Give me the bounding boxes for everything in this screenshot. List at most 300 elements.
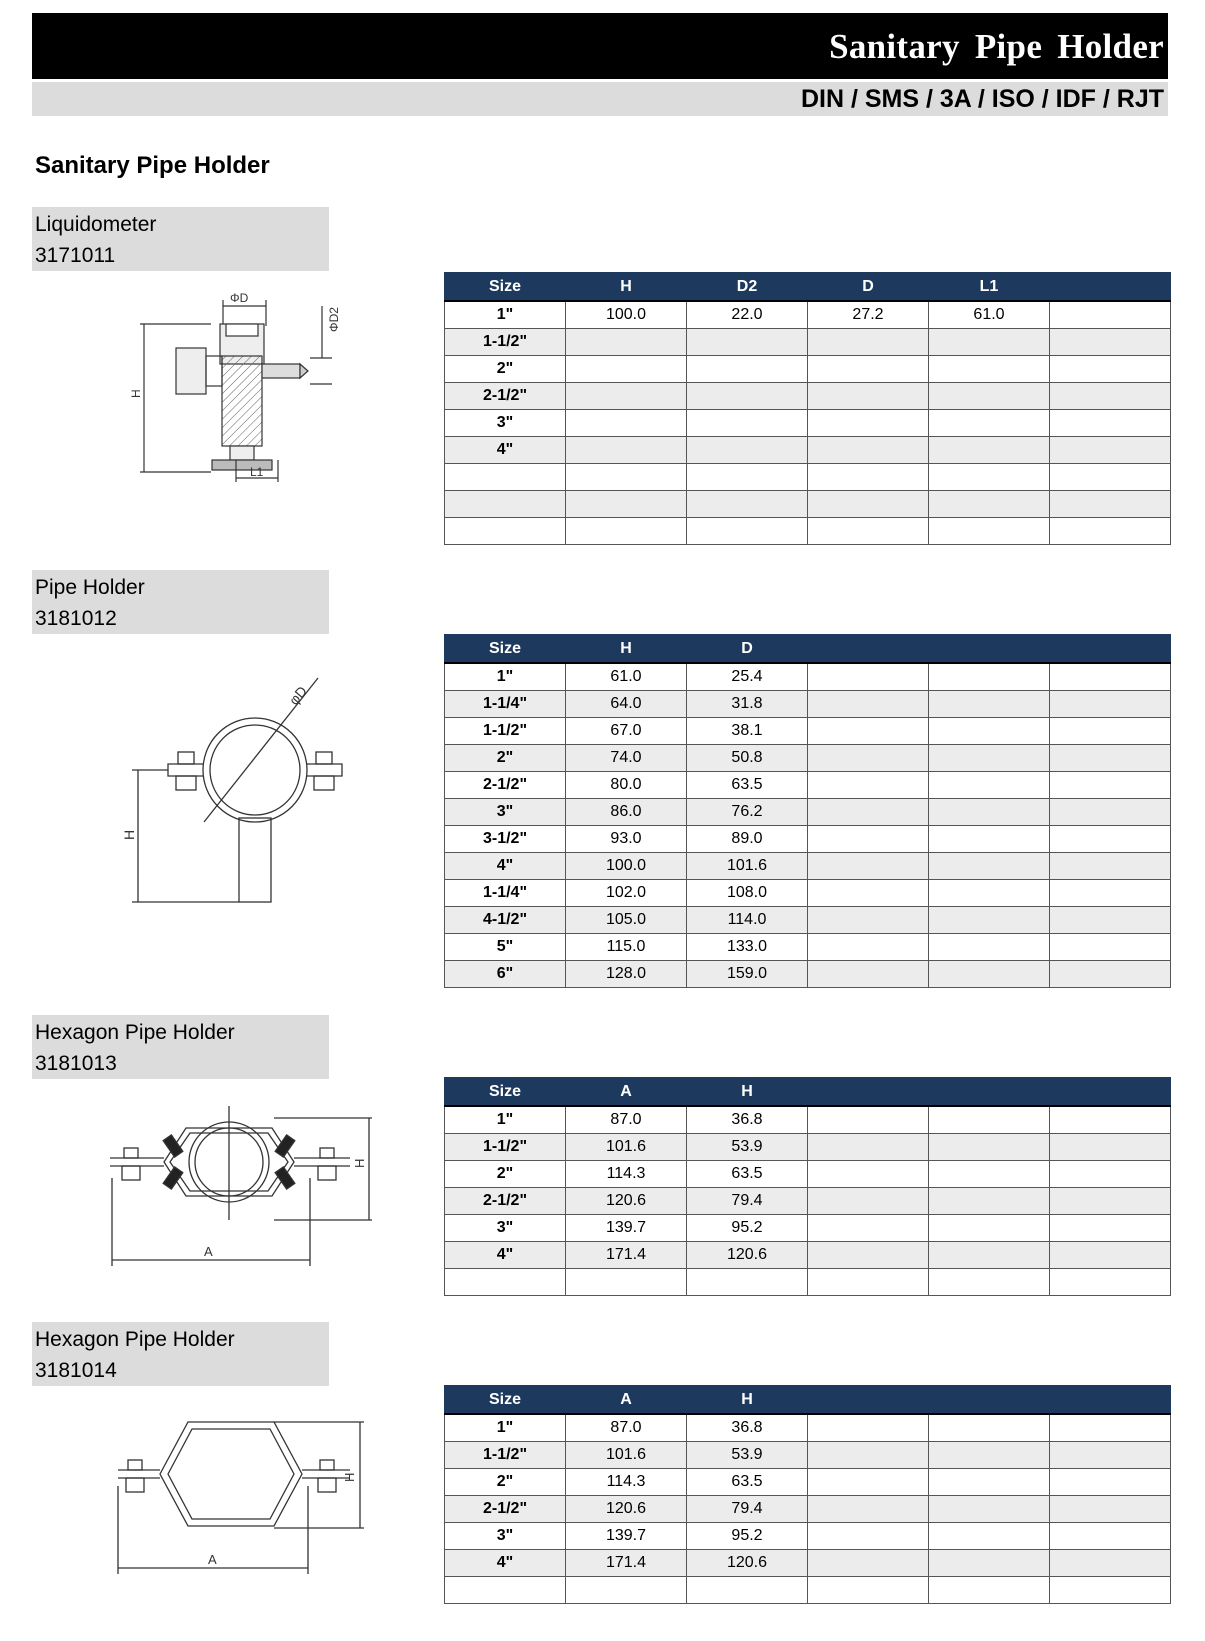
value-cell	[1050, 1550, 1171, 1577]
table-row	[445, 437, 1171, 464]
value-cell: 36.8	[687, 1414, 808, 1442]
value-cell	[1050, 356, 1171, 383]
column-header: H	[566, 635, 687, 664]
column-header: Size	[445, 1386, 566, 1415]
value-cell	[566, 329, 687, 356]
value-cell	[566, 410, 687, 437]
standards-text: DIN / SMS / 3A / ISO / IDF / RJT	[800, 85, 1164, 113]
value-cell: 89.0	[687, 826, 808, 853]
table-row	[445, 1577, 1171, 1604]
value-cell	[1050, 329, 1171, 356]
table-row	[445, 1188, 1171, 1215]
value-cell	[1050, 718, 1171, 745]
value-cell	[687, 1269, 808, 1296]
size-cell	[445, 491, 566, 518]
value-cell	[1050, 907, 1171, 934]
value-cell	[1050, 1106, 1171, 1134]
value-cell: 114.3	[566, 1161, 687, 1188]
size-cell: 2-1/2"	[445, 383, 566, 410]
value-cell	[1050, 745, 1171, 772]
header-bar	[32, 13, 1168, 79]
value-cell	[808, 1469, 929, 1496]
table-row	[445, 329, 1171, 356]
size-cell: 4"	[445, 1550, 566, 1577]
column-header	[1050, 635, 1171, 664]
product-label-pipe-holder	[32, 570, 329, 634]
value-cell	[687, 356, 808, 383]
value-cell	[929, 691, 1050, 718]
value-cell	[929, 1188, 1050, 1215]
value-cell	[929, 772, 1050, 799]
table-row	[445, 1242, 1171, 1269]
table-row	[445, 826, 1171, 853]
size-cell: 2-1/2"	[445, 1496, 566, 1523]
column-header: H	[687, 1386, 808, 1415]
value-cell	[929, 383, 1050, 410]
header-title: Sanitary Pipe Holder	[829, 27, 1164, 66]
value-cell: 63.5	[687, 772, 808, 799]
value-cell	[929, 1106, 1050, 1134]
value-cell	[1050, 1496, 1171, 1523]
value-cell	[808, 1523, 929, 1550]
size-cell: 2"	[445, 745, 566, 772]
value-cell	[808, 961, 929, 988]
value-cell	[1050, 518, 1171, 545]
column-header: A	[566, 1078, 687, 1107]
value-cell: 38.1	[687, 718, 808, 745]
value-cell	[687, 464, 808, 491]
hexagon-holder-2-drawing	[104, 1414, 374, 1594]
value-cell	[808, 464, 929, 491]
value-cell	[808, 880, 929, 907]
table-row	[445, 518, 1171, 545]
value-cell	[1050, 1269, 1171, 1296]
value-cell	[1050, 663, 1171, 691]
size-cell: 5"	[445, 934, 566, 961]
column-header: H	[566, 273, 687, 302]
table-row	[445, 1414, 1171, 1442]
size-cell: 2"	[445, 1161, 566, 1188]
size-cell: 3"	[445, 410, 566, 437]
value-cell	[808, 1188, 929, 1215]
column-header: A	[566, 1386, 687, 1415]
size-cell: 2"	[445, 356, 566, 383]
value-cell	[808, 799, 929, 826]
value-cell	[929, 1442, 1050, 1469]
value-cell: 105.0	[566, 907, 687, 934]
value-cell: 87.0	[566, 1414, 687, 1442]
size-cell: 4"	[445, 853, 566, 880]
size-cell: 1-1/2"	[445, 718, 566, 745]
value-cell: 101.6	[566, 1442, 687, 1469]
value-cell	[929, 907, 1050, 934]
size-cell: 3"	[445, 799, 566, 826]
value-cell	[929, 799, 1050, 826]
value-cell	[929, 356, 1050, 383]
size-cell: 4"	[445, 1242, 566, 1269]
dim-label-h: H	[352, 1158, 367, 1168]
dim-label-a: A	[208, 1552, 217, 1567]
value-cell: 53.9	[687, 1134, 808, 1161]
value-cell	[566, 1577, 687, 1604]
value-cell	[1050, 880, 1171, 907]
table-row	[445, 1106, 1171, 1134]
value-cell	[566, 1269, 687, 1296]
column-header	[808, 1386, 929, 1415]
value-cell: 102.0	[566, 880, 687, 907]
value-cell	[1050, 383, 1171, 410]
spec-table-hexagon-holder-1	[444, 1077, 1171, 1296]
value-cell	[1050, 853, 1171, 880]
table-row	[445, 1269, 1171, 1296]
size-cell: 1"	[445, 663, 566, 691]
value-cell: 22.0	[687, 301, 808, 329]
size-cell: 1"	[445, 1414, 566, 1442]
value-cell: 114.3	[566, 1469, 687, 1496]
value-cell	[1050, 934, 1171, 961]
value-cell	[929, 1215, 1050, 1242]
value-cell	[808, 772, 929, 799]
value-cell: 63.5	[687, 1161, 808, 1188]
value-cell	[808, 691, 929, 718]
value-cell	[1050, 1161, 1171, 1188]
column-header: L1	[929, 273, 1050, 302]
table-row	[445, 961, 1171, 988]
column-header: H	[687, 1078, 808, 1107]
value-cell: 171.4	[566, 1550, 687, 1577]
value-cell	[1050, 1442, 1171, 1469]
value-cell	[808, 410, 929, 437]
value-cell	[929, 961, 1050, 988]
value-cell	[808, 1550, 929, 1577]
value-cell: 53.9	[687, 1442, 808, 1469]
size-cell: 3-1/2"	[445, 826, 566, 853]
table-row	[445, 1134, 1171, 1161]
value-cell: 115.0	[566, 934, 687, 961]
column-header	[1050, 1386, 1171, 1415]
product-name: Hexagon Pipe Holder	[35, 1328, 235, 1351]
product-name: Liquidometer	[35, 213, 157, 236]
table-row	[445, 491, 1171, 518]
value-cell: 64.0	[566, 691, 687, 718]
value-cell: 108.0	[687, 880, 808, 907]
value-cell: 79.4	[687, 1188, 808, 1215]
value-cell	[808, 1442, 929, 1469]
value-cell	[1050, 1577, 1171, 1604]
value-cell: 61.0	[929, 301, 1050, 329]
dim-label-d: ΦD	[230, 291, 249, 305]
value-cell	[808, 1577, 929, 1604]
value-cell: 67.0	[566, 718, 687, 745]
table-row	[445, 718, 1171, 745]
value-cell	[808, 383, 929, 410]
value-cell	[929, 1550, 1050, 1577]
value-cell	[929, 1242, 1050, 1269]
size-cell: 4-1/2"	[445, 907, 566, 934]
value-cell	[929, 1496, 1050, 1523]
value-cell	[1050, 1414, 1171, 1442]
value-cell	[808, 907, 929, 934]
value-cell	[929, 1134, 1050, 1161]
value-cell	[808, 1161, 929, 1188]
value-cell	[929, 934, 1050, 961]
value-cell	[1050, 437, 1171, 464]
value-cell: 74.0	[566, 745, 687, 772]
value-cell: 101.6	[566, 1134, 687, 1161]
dim-label-a: A	[204, 1244, 213, 1259]
value-cell	[929, 491, 1050, 518]
size-cell: 6"	[445, 961, 566, 988]
value-cell: 120.6	[687, 1242, 808, 1269]
size-cell: 1"	[445, 301, 566, 329]
value-cell	[929, 853, 1050, 880]
value-cell: 95.2	[687, 1215, 808, 1242]
value-cell	[929, 437, 1050, 464]
value-cell: 79.4	[687, 1496, 808, 1523]
value-cell	[929, 464, 1050, 491]
product-code: 3181012	[35, 607, 117, 630]
value-cell: 100.0	[566, 301, 687, 329]
value-cell: 171.4	[566, 1242, 687, 1269]
value-cell: 120.6	[566, 1188, 687, 1215]
value-cell	[808, 329, 929, 356]
size-cell: 3"	[445, 1215, 566, 1242]
value-cell: 93.0	[566, 826, 687, 853]
value-cell	[1050, 464, 1171, 491]
value-cell: 159.0	[687, 961, 808, 988]
value-cell: 50.8	[687, 745, 808, 772]
spec-table-hexagon-holder-2	[444, 1385, 1171, 1604]
size-cell	[445, 518, 566, 545]
product-label-hexagon-holder-1	[32, 1015, 329, 1079]
table-row	[445, 301, 1171, 329]
value-cell: 128.0	[566, 961, 687, 988]
product-name: Pipe Holder	[35, 576, 145, 599]
value-cell	[929, 1269, 1050, 1296]
spec-table-pipe-holder	[444, 634, 1171, 988]
value-cell	[808, 356, 929, 383]
dim-label-d2: ΦD2	[327, 307, 341, 332]
value-cell	[808, 1269, 929, 1296]
product-code: 3171011	[35, 244, 116, 267]
size-cell: 2-1/2"	[445, 1188, 566, 1215]
table-row	[445, 1469, 1171, 1496]
size-cell: 1-1/2"	[445, 329, 566, 356]
value-cell: 120.6	[566, 1496, 687, 1523]
dim-label-l1: L1	[250, 465, 264, 479]
value-cell	[1050, 410, 1171, 437]
value-cell	[1050, 1134, 1171, 1161]
value-cell	[808, 718, 929, 745]
value-cell	[687, 518, 808, 545]
value-cell	[808, 518, 929, 545]
table-row	[445, 934, 1171, 961]
value-cell	[929, 410, 1050, 437]
column-header	[1050, 273, 1171, 302]
value-cell	[1050, 301, 1171, 329]
value-cell: 63.5	[687, 1469, 808, 1496]
column-header	[929, 1386, 1050, 1415]
value-cell	[929, 1577, 1050, 1604]
value-cell: 114.0	[687, 907, 808, 934]
value-cell	[687, 329, 808, 356]
product-code: 3181013	[35, 1052, 117, 1075]
table-row	[445, 383, 1171, 410]
value-cell	[1050, 799, 1171, 826]
value-cell	[687, 491, 808, 518]
value-cell	[929, 1523, 1050, 1550]
value-cell	[929, 1414, 1050, 1442]
value-cell	[1050, 1242, 1171, 1269]
table-row	[445, 799, 1171, 826]
value-cell	[929, 518, 1050, 545]
value-cell: 31.8	[687, 691, 808, 718]
hexagon-holder-1-drawing	[104, 1098, 374, 1278]
value-cell	[1050, 1523, 1171, 1550]
value-cell: 86.0	[566, 799, 687, 826]
value-cell: 139.7	[566, 1215, 687, 1242]
value-cell: 61.0	[566, 663, 687, 691]
value-cell	[566, 383, 687, 410]
size-cell: 4"	[445, 437, 566, 464]
column-header: Size	[445, 1078, 566, 1107]
value-cell: 133.0	[687, 934, 808, 961]
value-cell: 120.6	[687, 1550, 808, 1577]
value-cell	[929, 1469, 1050, 1496]
value-cell	[566, 464, 687, 491]
dim-label-h: H	[342, 1472, 357, 1482]
value-cell	[1050, 826, 1171, 853]
value-cell	[566, 491, 687, 518]
size-cell: 3"	[445, 1523, 566, 1550]
column-header: Size	[445, 273, 566, 302]
dim-label-h: H	[129, 389, 143, 398]
size-cell	[445, 464, 566, 491]
value-cell: 139.7	[566, 1523, 687, 1550]
table-row	[445, 1442, 1171, 1469]
value-cell	[808, 437, 929, 464]
value-cell	[929, 1161, 1050, 1188]
value-cell	[808, 934, 929, 961]
table-row	[445, 1496, 1171, 1523]
size-cell: 1-1/2"	[445, 1134, 566, 1161]
table-row	[445, 772, 1171, 799]
table-row	[445, 663, 1171, 691]
column-header	[808, 635, 929, 664]
value-cell	[1050, 1469, 1171, 1496]
value-cell	[808, 491, 929, 518]
value-cell	[808, 1242, 929, 1269]
column-header	[929, 1078, 1050, 1107]
value-cell: 80.0	[566, 772, 687, 799]
product-label-hexagon-holder-2	[32, 1322, 329, 1386]
value-cell: 27.2	[808, 301, 929, 329]
value-cell: 95.2	[687, 1523, 808, 1550]
value-cell	[808, 1134, 929, 1161]
value-cell: 87.0	[566, 1106, 687, 1134]
value-cell	[1050, 691, 1171, 718]
value-cell	[808, 1414, 929, 1442]
value-cell	[929, 880, 1050, 907]
table-row	[445, 745, 1171, 772]
size-cell: 2"	[445, 1469, 566, 1496]
value-cell	[808, 1496, 929, 1523]
value-cell	[929, 826, 1050, 853]
value-cell	[1050, 1215, 1171, 1242]
value-cell	[1050, 491, 1171, 518]
value-cell: 100.0	[566, 853, 687, 880]
table-header-row	[445, 635, 1171, 664]
size-cell: 2-1/2"	[445, 772, 566, 799]
size-cell: 1-1/2"	[445, 1442, 566, 1469]
product-name: Hexagon Pipe Holder	[35, 1021, 235, 1044]
value-cell: 101.6	[687, 853, 808, 880]
size-cell: 1-1/4"	[445, 691, 566, 718]
value-cell	[808, 745, 929, 772]
column-header: D	[808, 273, 929, 302]
size-cell	[445, 1269, 566, 1296]
column-header	[929, 635, 1050, 664]
value-cell	[566, 518, 687, 545]
table-row	[445, 356, 1171, 383]
value-cell: 76.2	[687, 799, 808, 826]
value-cell	[808, 1106, 929, 1134]
value-cell	[1050, 772, 1171, 799]
table-header-row	[445, 1386, 1171, 1415]
value-cell	[808, 853, 929, 880]
value-cell	[929, 718, 1050, 745]
product-code: 3181014	[35, 1359, 117, 1382]
value-cell	[1050, 961, 1171, 988]
value-cell	[929, 663, 1050, 691]
value-cell: 36.8	[687, 1106, 808, 1134]
table-row	[445, 464, 1171, 491]
pipe-holder-drawing	[110, 672, 360, 907]
column-header	[1050, 1078, 1171, 1107]
table-row	[445, 1215, 1171, 1242]
column-header: D2	[687, 273, 808, 302]
value-cell	[808, 663, 929, 691]
table-header-row	[445, 273, 1171, 302]
spec-table-liquidometer	[444, 272, 1171, 545]
value-cell	[687, 410, 808, 437]
value-cell	[1050, 1188, 1171, 1215]
column-header	[808, 1078, 929, 1107]
value-cell	[687, 437, 808, 464]
value-cell	[566, 437, 687, 464]
liquidometer-drawing	[126, 286, 356, 486]
table-header-row	[445, 1078, 1171, 1107]
standards-bar	[32, 82, 1168, 116]
column-header: Size	[445, 635, 566, 664]
size-cell: 1"	[445, 1106, 566, 1134]
table-row	[445, 1550, 1171, 1577]
dim-label-h: H	[121, 829, 137, 840]
value-cell	[808, 1215, 929, 1242]
table-row	[445, 853, 1171, 880]
table-row	[445, 410, 1171, 437]
value-cell: 25.4	[687, 663, 808, 691]
table-row	[445, 907, 1171, 934]
value-cell	[929, 329, 1050, 356]
value-cell	[808, 826, 929, 853]
value-cell	[929, 745, 1050, 772]
size-cell: 1-1/4"	[445, 880, 566, 907]
table-row	[445, 880, 1171, 907]
dim-label-d: φD	[285, 682, 311, 708]
product-label-liquidometer	[32, 207, 329, 271]
column-header: D	[687, 635, 808, 664]
